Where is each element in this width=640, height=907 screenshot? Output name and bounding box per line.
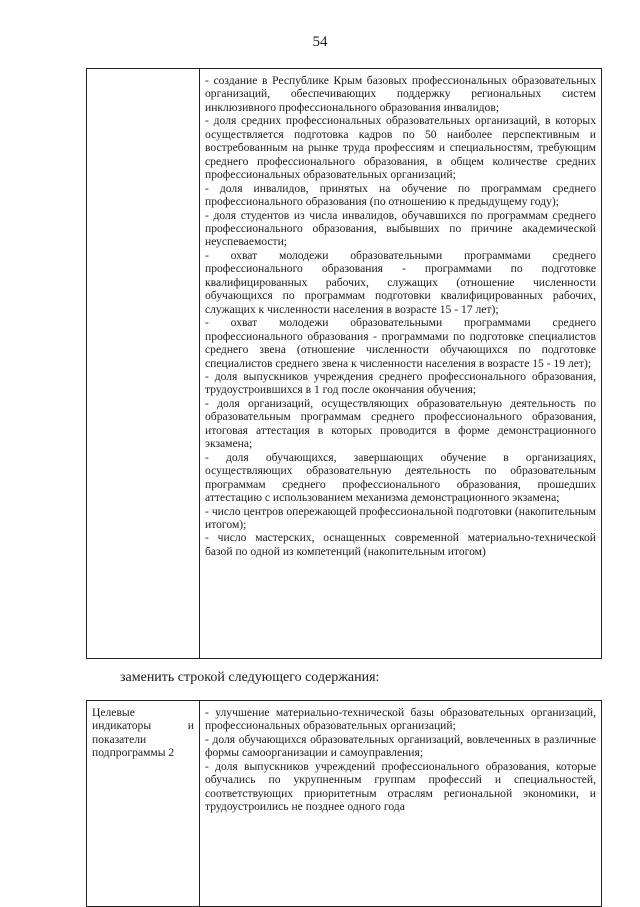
indicator-label <box>92 706 194 760</box>
table-row <box>87 69 602 659</box>
list-item: - число центров опережающей профессиональной подготовки (накопительным итогом); <box>205 504 596 531</box>
list-item: - создание в Республике Крым базовых профессиональных образовательных организаций, обеспечивающих поддержку региональных систем инклюзивного профессионального образования инвалидов; <box>205 74 596 114</box>
list-item: - доля студентов из числа инвалидов, обучавшихся по программам среднего профессионального образования, выбывших по причине академической неуспеваемости; <box>205 208 596 249</box>
list-item: - доля выпускников учреждений профессионального образования, которые обучались по укрупненным группам профессий и специальностей, соответствующих приоритетным отраслям региональной экономики, и трудоустроились не позднее одного года <box>205 759 596 814</box>
list-item: - доля организаций, осуществляющих образовательную деятельность по образовательным программам среднего профессионального образования, итоговая аттестация в которых проводится в форме демонстрационного экзамена; <box>205 396 596 451</box>
list-item: - охват молодежи образовательными программами среднего профессионального образования - программами по подготовке специалистов среднего звена (отношение численности обучающихся по подготовке специалистов среднего звена к численности населения в возрасте 15 - 19 лет); <box>205 316 596 370</box>
label-line: подпрограммы 2 <box>92 746 175 760</box>
list-item: - доля инвалидов, принятых на обучение по программам среднего профессионального образования (по отношению к предыдущему году); <box>205 181 596 209</box>
list-item: - охват молодежи образовательными программами среднего профессионального образования - программами по подготовке квалифицированных рабочих, служащих (отношение численности обучающихся по программам подготовки квалифицированных рабочих, служащих к численности населения в возрасте 15 - 17 лет); <box>205 248 596 316</box>
list-item: - доля средних профессиональных образовательных организаций, в которых осуществляется подготовка кадров по 50 наиболее перспективным и востребованным на рынке труда профессиям и специальностям, требующим среднего профессионального образования, в общем количестве средних профессиональных образовательных организаций; <box>205 114 596 182</box>
label-line: Целевые <box>92 706 135 719</box>
top-table <box>86 68 602 659</box>
table-row <box>87 701 602 907</box>
label-line: показатели <box>92 732 147 746</box>
table-cell-empty <box>87 69 200 659</box>
label-line: и <box>187 719 194 733</box>
list-item: - доля обучающихся, завершающих обучение в организациях, осуществляющих образовательную деятельность по образовательным программам среднего профессионального образования, прошедших аттестацию с использованием механизма демонстрационного экзамена; <box>205 450 596 505</box>
indicator-label-cell <box>87 701 200 907</box>
list-item: - улучшение материально-технической базы образовательных организаций, профессиональных образовательных организаций; <box>205 706 596 733</box>
table-cell-content <box>200 701 602 907</box>
page-number: 54 <box>312 34 328 50</box>
bottom-table <box>86 700 602 907</box>
replace-instruction: заменить строкой следующего содержания: <box>120 670 380 685</box>
table-cell-content <box>200 69 602 659</box>
label-line: индикаторы <box>92 719 152 733</box>
list-item: - доля выпускников учреждения среднего профессионального образования, трудоустроившихся в 1 год после окончания обучения; <box>205 369 596 397</box>
list-item: - доля обучающихся образовательных организаций, вовлеченных в различные формы самоорганизации и самоуправления; <box>205 732 596 760</box>
list-item: - число мастерских, оснащенных современной материально-технической базой по одной из компетенций (накопительным итогом) <box>205 531 596 558</box>
